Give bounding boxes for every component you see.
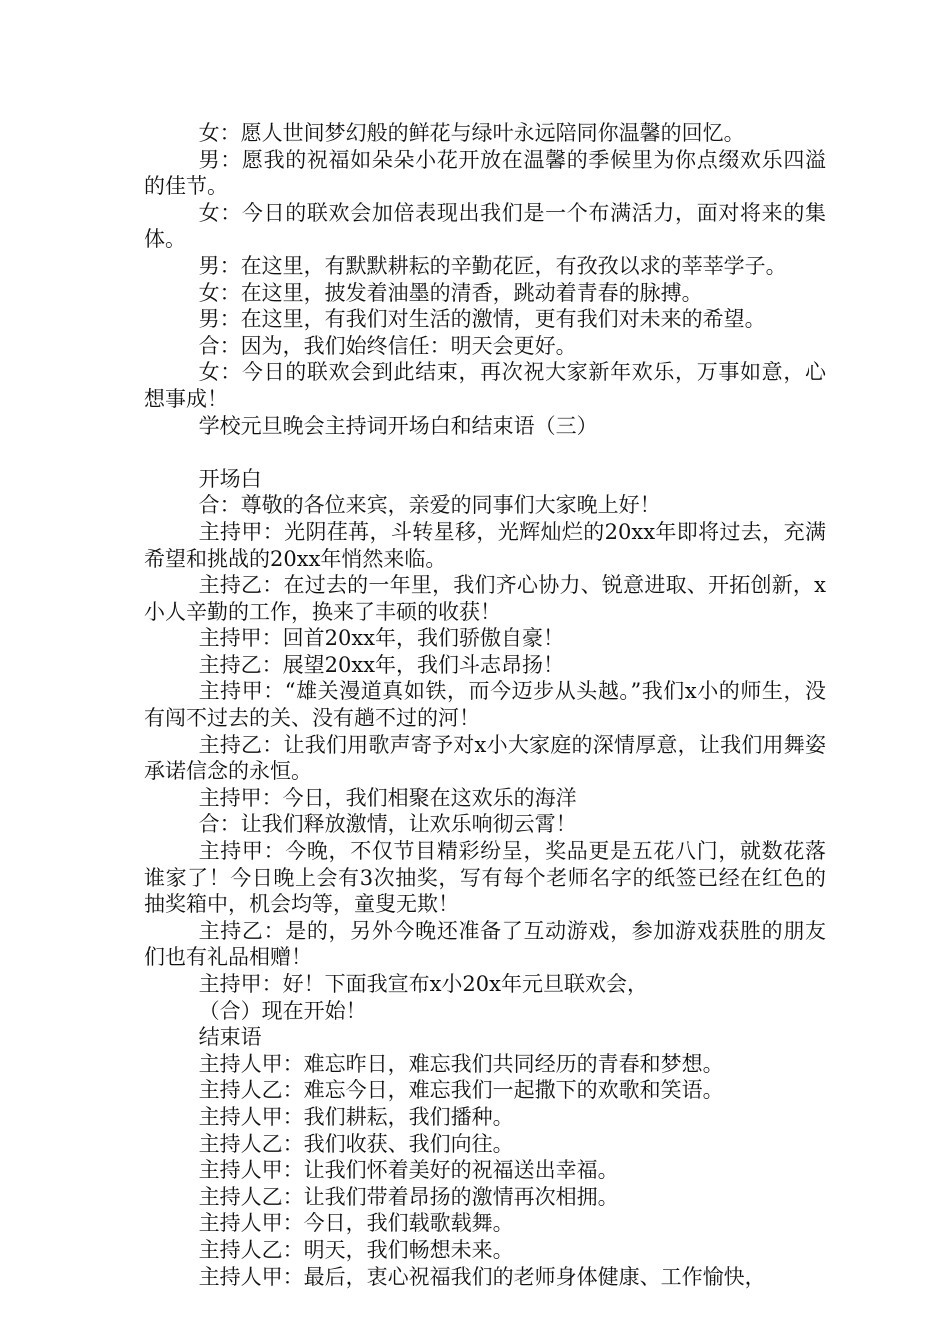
paragraph: 合：让我们释放激情，让欢乐响彻云霄！ [198,812,577,837]
paragraph: 主持人乙：我们收获、我们向往。 [198,1131,514,1156]
paragraph: 女：愿人世间梦幻般的鲜花与绿叶永远陪同你温馨的回忆。 [198,121,745,145]
paragraph: 主持乙：展望20xx年，我们斗志昂扬！ [198,652,565,677]
paragraph: 主持乙：是的，另外今晚还准备了互动游戏，参加游戏获胜的朋友们也有礼品相赠！ [144,918,826,970]
paragraph: 主持人甲：今日，我们载歌载舞。 [198,1211,514,1236]
paragraph: 主持甲：好！下面我宣布x小20x年元旦联欢会， [198,972,649,996]
paragraph: 女：今日的联欢会到此结束，再次祝大家新年欢乐，万事如意，心想事成！ [144,360,826,411]
paragraph: 主持人乙：明天，我们畅想未来。 [198,1237,514,1262]
paragraph: 主持甲：今日，我们相聚在这欢乐的海洋 [198,785,577,810]
paragraph: 男：愿我的祝福如朵朵小花开放在温馨的季候里为你点缀欢乐四溢的佳节。 [144,147,826,199]
paragraph: 主持人甲：我们耕耘，我们播种。 [198,1104,514,1129]
section-title: 学校元旦晚会主持词开场白和结束语（三） [198,413,598,438]
paragraph: 主持甲：今晚，不仅节目精彩纷呈，奖品更是五花八门，就数花落谁家了！今日晚上会有3次抽奖，写有每个老师名字的纸签已经在红色的抽奖箱中，机会均等，童叟无欺！ [144,839,826,917]
paragraph: 主持人甲：让我们怀着美好的祝福送出幸福。 [198,1158,619,1183]
paragraph: 合：尊敬的各位来宾，亲爱的同事们大家晚上好！ [198,493,661,518]
paragraph: 女：在这里，披发着油墨的清香，跳动着青春的脉搏。 [198,280,703,305]
paragraph: 主持甲：“雄关漫道真如铁，而今迈步从头越。”我们x小的师生，没有闯不过去的关、没有趟不过的河！ [144,679,826,731]
paragraph: 合：因为，我们始终信任：明天会更好。 [198,333,577,358]
paragraph: 主持人乙：难忘今日，难忘我们一起撒下的欢歌和笑语。 [198,1078,724,1103]
paragraph: 男：在这里，有默默耕耘的辛勤花匠，有孜孜以求的莘莘学子。 [198,253,787,278]
paragraph: 主持人乙：让我们带着昂扬的激情再次相拥。 [198,1184,619,1209]
paragraph: 主持乙：在过去的一年里，我们齐心协力、锐意进取、开拓创新，x小人辛勤的工作，换来了丰硕的收获！ [144,573,826,624]
document-page [144,120,826,1290]
paragraph: 主持乙：让我们用歌声寄予对x小大家庭的深情厚意，让我们用舞姿承诺信念的永恒。 [144,732,826,784]
paragraph: 主持甲：回首20xx年，我们骄傲自豪！ [198,626,565,651]
subsection-heading-closing: 结束语 [198,1025,262,1050]
blank-line [144,439,826,466]
paragraph: （合）现在开始！ [198,998,367,1023]
paragraph: 主持人甲：最后，衷心祝福我们的老师身体健康、工作愉快， [198,1264,766,1289]
paragraph: 女：今日的联欢会加倍表现出我们是一个布满活力，面对将来的集体。 [144,200,826,252]
paragraph: 男：在这里，有我们对生活的激情，更有我们对未来的希望。 [198,307,766,332]
paragraph: 主持人甲：难忘昨日，难忘我们共同经历的青春和梦想。 [198,1051,724,1076]
paragraph: 主持甲：光阴荏苒，斗转星移，光辉灿烂的20xx年即将过去，充满希望和挑战的20xx年悄然来临。 [144,519,826,571]
subsection-heading-opening: 开场白 [198,466,262,491]
